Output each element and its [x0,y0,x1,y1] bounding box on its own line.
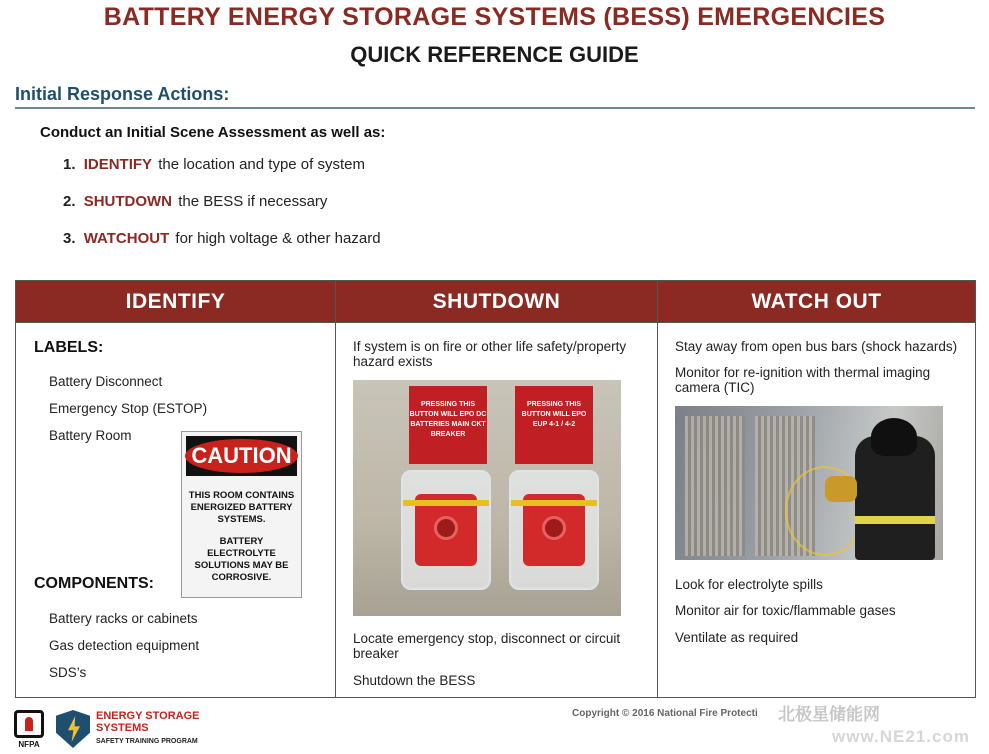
nfpa-logo-icon [14,710,44,738]
epo-button-icon [542,516,566,540]
label-item: Emergency Stop (ESTOP) [49,401,208,416]
program-name: ENERGY STORAGE SYSTEMS [96,710,200,734]
section-divider [15,107,975,109]
page-title: BATTERY ENERGY STORAGE SYSTEMS (BESS) EMERGENCIES [103,3,886,31]
step-keyword: SHUTDOWN [83,193,173,210]
watchout-item: Monitor air for toxic/flammable gases [675,603,896,618]
epo-buttons-photo [353,380,621,616]
caution-line: BATTERY ELECTROLYTE SOLUTIONS MAY BE CORROSIVE. [194,536,289,583]
epo-cover-right [509,470,599,590]
watchout-header: WATCH OUT [658,281,975,323]
copyright-text: Copyright © 2016 National Fire Protecti [572,708,758,719]
epo-label-right: PRESSING THIS BUTTON WILL EPO EUP 4-1 / 4-2 [515,386,593,464]
step-watchout: 3. WATCHOUT for high voltage & other hazard [63,230,381,247]
firefighter-photo [675,406,943,560]
caution-sign-image [181,431,302,598]
step-keyword: IDENTIFY [83,156,153,173]
identify-column [16,281,335,697]
label-item: Battery Disconnect [49,374,163,389]
footer-logos [12,708,202,752]
shutdown-final: Shutdown the BESS [353,673,476,688]
shutdown-locate: Locate emergency stop, disconnect or circuit breaker [353,631,621,661]
component-item: SDS’s [49,665,87,680]
watchout-item: Monitor for re-ignition with thermal imaging camera (TIC) [675,365,931,395]
step-keyword: WATCHOUT [83,230,170,247]
shutdown-header: SHUTDOWN [336,281,657,323]
watermark-url: www.NE21.com [832,727,970,746]
watermark-text: 北极星储能网 [778,705,880,724]
caution-title: CAUTION [185,439,297,473]
epo-cover-left [401,470,491,590]
components-heading: COMPONENTS: [34,575,154,592]
step-identify: 1. IDENTIFY the location and type of system [63,156,365,173]
reference-table [15,280,976,698]
watchout-column [657,281,975,697]
labels-heading: LABELS: [34,339,104,356]
component-item: Gas detection equipment [49,638,200,653]
initial-response-heading: Initial Response Actions: [15,84,230,104]
watchout-item: Look for electrolyte spills [675,577,823,592]
epo-label-left: PRESSING THIS BUTTON WILL EPO DC BATTERIES MAIN CKT BREAKER [409,386,487,464]
assessment-lead: Conduct an Initial Scene Assessment as well as: [40,124,386,141]
watchout-item: Stay away from open bus bars (shock hazards) [675,339,958,354]
shutdown-intro: If system is on fire or other life safety/property hazard exists [353,339,627,369]
program-subtitle: SAFETY TRAINING PROGRAM [96,738,198,745]
caution-line: THIS ROOM CONTAINS ENERGIZED BATTERY SYSTEMS. [188,490,295,525]
identify-header: IDENTIFY [16,281,335,323]
watchout-item: Ventilate as required [675,630,799,645]
component-item: Battery racks or cabinets [49,611,198,626]
page-subtitle: QUICK REFERENCE GUIDE [350,42,639,67]
response-steps [63,156,381,267]
shutdown-column [335,281,657,697]
epo-button-icon [434,516,458,540]
label-item: Battery Room [49,428,132,443]
step-shutdown: 2. SHUTDOWN the BESS if necessary [63,193,328,210]
nfpa-logo: NFPA [12,708,46,752]
helmet-icon [871,418,917,456]
